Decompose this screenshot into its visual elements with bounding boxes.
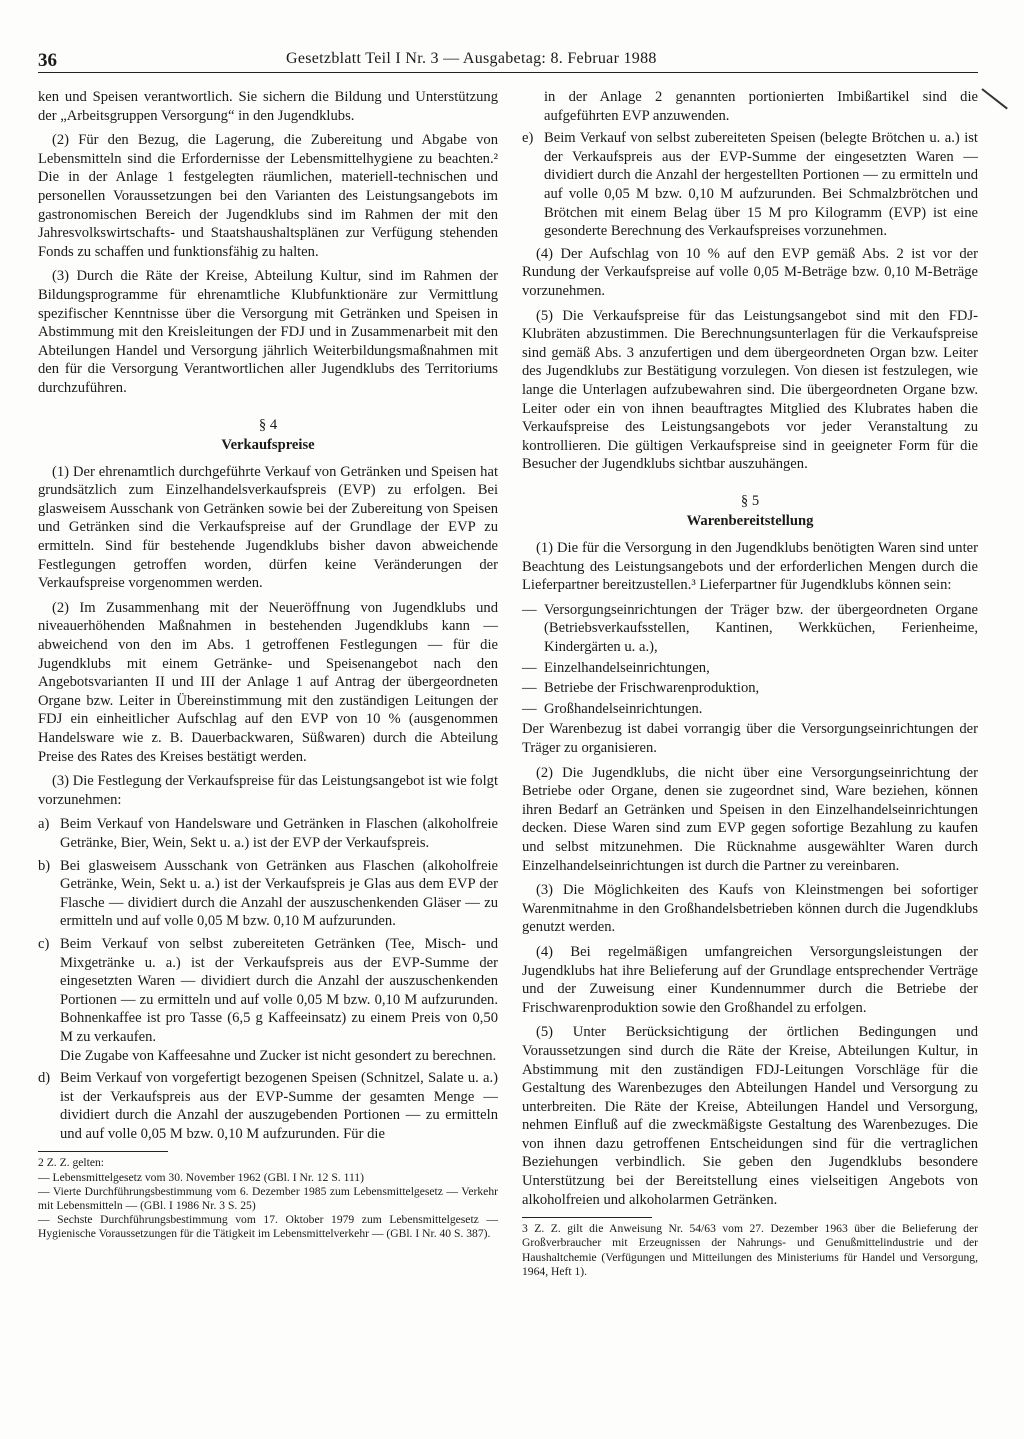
list-marker: a) <box>38 816 50 833</box>
footnote-head: 2 Z. Z. gelten: <box>38 1156 105 1170</box>
list-text: Beim Verkauf von selbst zubereiteten Speisen (belegte Brötchen u. a.) ist der Verkaufspreis aus der EVP-Summe der eingesetzten Waren — dividiert durch die Anzahl der hergestellten Portionen — zu ermitteln und auf volle 0,05 M bzw. 0,10 M aufzurunden. Bei Schmalzbrötchen und Brötchen mit einem Belag über 15 M pro Kilogramm (EVP) ist eine gesonderte Berechnung des Verkaufspreises vorzunehmen. <box>544 130 978 240</box>
list-item <box>522 129 978 241</box>
paragraph: (4) Bei regelmäßigen umfangreichen Versorgungsleistungen der Jugendklubs hat ihre Belieferung auf der Grundlage entsprechender Verträge und der Zuweisung einer Kundennummer durch die Betriebe der Frischwarenproduktion sowie den Großhandel zu erfolgen. <box>522 943 978 1016</box>
footnote-line: — Lebensmittelgesetz vom 30. November 1962 (GBl. I Nr. 12 S. 111) <box>38 1170 364 1184</box>
footnote-rule <box>38 1151 168 1152</box>
running-title: Gesetzblatt Teil I Nr. 3 — Ausgabetag: 8. Februar 1988 <box>286 50 657 67</box>
dash-text: Großhandelseinrichtungen. <box>544 700 703 717</box>
paragraph: Der Warenbezug ist dabei vorrangig über die Versorgungseinrichtungen der Träger zu organisieren. <box>522 721 978 756</box>
dash-text: Versorgungseinrichtungen der Träger bzw. der übergeordneten Organe (Betriebsverkaufsstellen, Kantinen, Werkküchen, Ferienheime, Kindergärten u. a.), <box>544 601 978 656</box>
page-number: 36 <box>38 50 57 71</box>
list-item <box>38 857 498 931</box>
paragraph: (3) Durch die Räte der Kreise, Abteilung Kultur, sind im Rahmen der Bildungsprogramme für ehrenamtliche Klubfunktionäre zur Vermittlung spezifischer Kenntnisse über die Versorgung mit Getränken und Speisen in Abstimmung mit den Kreisleitungen der FDJ und in Zusammenarbeit mit den Abteilungen Handel und Versorgung jährlich Weiterbildungsmaßnahmen mit den für die Versorgung Verantwortlichen aller Jugendklubs des Territoriums durchzuführen. <box>38 268 498 396</box>
dash-item: — Versorgungseinrichtungen der Träger bzw. der übergeordneten Organe (Betriebsverkaufsstellen, Kantinen, Werkküchen, Ferienheime, Kindergärten u. a.), <box>522 601 978 656</box>
list-item <box>38 1069 498 1143</box>
list-marker: c) <box>38 935 50 952</box>
dash-text: Einzelhandelseinrichtungen, <box>544 659 710 676</box>
list-text: Beim Verkauf von selbst zubereiteten Getränken (Tee, Misch- und Mixgetränke u. a.) ist der Verkaufspreis aus der EVP-Summe der eingesetzten Waren — dividiert durch die Anzahl der auszuschenkenden Portionen — zu ermitteln und auf volle 0,05 M bzw. 0,10 M aufzurunden. Bohnenkaffee ist pro Tasse (6,5 g Kaffeeinsatz) zu einem Preis von 0,50 M zu verkaufen. <box>60 935 498 1045</box>
list-item-continuation <box>522 88 978 125</box>
footnote-2 <box>38 1156 498 1241</box>
section-title: Warenbereitstellung <box>686 513 814 530</box>
list-marker: b) <box>38 857 51 874</box>
list-marker: d) <box>38 1070 51 1087</box>
list-text: Beim Verkauf von Handelsware und Getränken in Flaschen (alkoholfreie Getränke, Bier, Wein, Sekt u. a.) ist der EVP der Verkaufspreis. <box>60 816 498 851</box>
dash-item: — Einzelhandelseinrichtungen, <box>522 659 978 678</box>
document-page <box>38 0 978 1439</box>
footnote-line: — Vierte Durchführungsbestimmung vom 6. Dezember 1985 zum Lebensmittelgesetz — Verkehr mit Lebensmitteln — (GBl. I 1986 Nr. 3 S. 25) <box>38 1184 498 1213</box>
section-number: § 4 <box>258 416 278 433</box>
paragraph: (4) Der Aufschlag von 10 % auf den EVP gemäß Abs. 2 ist vor der Rundung der Verkaufspreise auf volle 0,05 M-Beträge bzw. 0,10 M-Beträge vorzunehmen. <box>522 245 978 299</box>
list-text-block <box>60 935 498 1065</box>
footnote-3: 3 Z. Z. gilt die Anweisung Nr. 54/63 vom 27. Dezember 1963 über die Belieferung der Großverbraucher mit Erzeugnissen der Nahrungs- und Genußmittelindustrie und der Haushaltchemie (Verfügungen und Mitteilungen des Ministeriums für Handel und Versorgung, 1964, Heft 1). <box>522 1222 978 1278</box>
dash-text: Betriebe der Frischwarenproduktion, <box>544 680 760 697</box>
list-text: in der Anlage 2 genannten portionierten Imbißartikel sind die aufgeführten EVP anzuwenden. <box>544 89 978 124</box>
paragraph: (3) Die Festlegung der Verkaufspreise für das Leistungsangebot ist wie folgt vorzunehmen: <box>38 773 498 808</box>
page-header <box>38 46 978 73</box>
margin-mark <box>981 88 1007 109</box>
paragraph: (2) Im Zusammenhang mit der Neueröffnung von Jugendklubs und niveauerhöhenden Maßnahmen in bestehenden Jugendklubs kann — abweichend von den im Abs. 1 getroffenen Festlegungen — für die Jugendklubs mit einem Getränke- und Speisenangebot nach den Angebotsvarianten II und III der Anlage 1 auf Antrag der übergeordneten Organe bzw. Leiter in Übereinstimmung mit den zuständigen Leitungen der FDJ ein einheitlicher Aufschlag auf den EVP von 10 % (ausgenommen Handelsware wie z. B. Dauerbackwaren, Süßwaren) durch die Abteilung Preise des Rates des Kreises bestätigt werden. <box>38 599 498 765</box>
paragraph: (5) Die Verkaufspreise für das Leistungsangebot sind mit den FDJ-Klubräten abzustimmen. Die Berechnungsunterlagen für die Verkaufspreise sind gemäß Abs. 3 anzufertigen und dem übergeordneten Organ bzw. Leiter des Jugendklubs zur Bestätigung vorzulegen. Von diesen ist festzulegen, wie lange die Unterlagen aufzubewahren sind. Die übergeordneten Organe bzw. Leiter oder ein von ihnen beauftragtes Mitglied des Klubrates haben die Verkaufspreise des Leistungsangebots vor jeder Veranstaltung zu kontrollieren. Die gültigen Verkaufspreise sind in geeigneter Form für die Besucher der Jugendklubs sichtbar auszuhängen. <box>522 307 978 473</box>
paragraph: (3) Die Möglichkeiten des Kaufs von Kleinstmengen bei sofortiger Warenmitnahme in den Großhandelsbetrieben können durch die Jugendklubs genutzt werden. <box>522 882 978 936</box>
section-title: Verkaufspreise <box>221 437 315 454</box>
section-number: § 5 <box>740 492 760 509</box>
paragraph: ken und Speisen verantwortlich. Sie sichern die Bildung und Unterstützung der „Arbeitsgruppen Versorgung“ in den Jugendklubs. <box>38 89 498 124</box>
paragraph: (5) Unter Berücksichtigung der örtlichen Bedingungen und Voraussetzungen sind durch die Räte der Kreise, Abteilungen Kultur, in Abstimmung mit den zuständigen FDJ-Leitungen Vorschläge für die Gestaltung des Warenbezuges den Abteilungen Handel und Versorgung zu unterbreiten. Die Räte der Kreise, Abteilungen Handel und Versorgung, nehmen Einfluß auf die zweckmäßigste Gestaltung des Warenbezuges. Die von ihnen dazu getroffenen Entscheidungen sind für die vertraglichen Beziehungen verbindlich. Sie geben den Jugendklubs besondere Unterstützung bei der Bereitstellung eines vielseitigen Angebots von alkoholfreien und alkoholarmen Getränken. <box>522 1024 978 1208</box>
dash-item: — Betriebe der Frischwarenproduktion, <box>522 679 978 698</box>
list-text: Bei glasweisem Ausschank von Getränken aus Flaschen (alkoholfreie Getränke, Wein, Sekt u. a.) ist der Verkaufspreis je Glas aus dem EVP der Flasche — dividiert durch die Anzahl der auszuschenkenden Gläser — zu ermitteln und auf volle 0,05 M bzw. 0,10 M aufzurunden. <box>60 857 498 930</box>
dash-item: — Großhandelseinrichtungen. <box>522 700 978 719</box>
list-item <box>38 935 498 1065</box>
left-column <box>38 88 498 1242</box>
list-marker: e) <box>522 130 534 147</box>
paragraph: (2) Für den Bezug, die Lagerung, die Zubereitung und Abgabe von Lebensmitteln sind die Erfordernisse der Lebensmittelhygiene zu beachten.² Die in der Anlage 1 festgelegten räumlichen, materiell-technischen und personellen Voraussetzungen bei den Varianten des Leistungsangebots im gastronomischen Bereich der Jugendklubs sind im Rahmen der mit den Jahresvolkswirtschafts- und Staatshaushaltsplänen zur Verfügung stehenden Fonds zu schaffen und funktionsfähig zu halten. <box>38 132 498 260</box>
list-text: Beim Verkauf von vorgefertigt bezogenen Speisen (Schnitzel, Salate u. a.) ist der Verkaufspreis aus der EVP-Summe der gesamten Menge — dividiert durch die Anzahl der auszugebenden Portionen — zu ermitteln und auf volle 0,05 M bzw. 0,10 M aufzurunden. Für die <box>60 1070 498 1142</box>
list-item <box>38 815 498 852</box>
footnote-rule <box>522 1217 652 1218</box>
footnote-line: — Sechste Durchführungsbestimmung vom 17. Oktober 1979 zum Lebensmittelgesetz — Hygienische Voraussetzungen für die Tätigkeit im Lebensmittelverkehr — (GBl. I Nr. 40 S. 387). <box>38 1213 498 1241</box>
paragraph: (2) Die Jugendklubs, die nicht über eine Versorgungseinrichtung der Betriebe oder Organe, denen sie zugeordnet sind, Ware beziehen, können ihren Bedarf an Getränken und Speisen in den Einzelhandelseinrichtungen decken. Diese Waren sind zum EVP gegen sofortige Bezahlung zu kaufen und selbst mitzunehmen. Die Rücknahme ausgewählter Waren durch Einzelhandelseinrichtungen ist durch die Partner zu vereinbaren. <box>522 764 978 874</box>
right-column <box>522 88 978 1279</box>
paragraph: (1) Die für die Versorgung in den Jugendklubs benötigten Waren sind unter Beachtung des Leistungsangebots und der erforderlichen Mengen durch die Lieferpartner bereitzustellen.³ Lieferpartner für Jugendklubs können sein: <box>522 540 978 594</box>
paragraph: (1) Der ehrenamtlich durchgeführte Verkauf von Getränken und Speisen hat grundsätzlich zum Einzelhandelsverkaufspreis (EVP) zu erfolgen. Bei glasweisem Ausschank von Getränken sowie bei der Zubereitung von Speisen und Getränken sind die Verkaufspreise auf der Grundlage der EVP zu ermitteln. Sind für bestehende Jugendklubs bisher davon abweichende Festlegungen getroffen worden, dürfen keine Veränderungen der Verkaufspreise vorgenommen werden. <box>38 463 498 592</box>
list-text-extra: Die Zugabe von Kaffeesahne und Zucker ist nicht gesondert zu berechnen. <box>60 1047 497 1064</box>
